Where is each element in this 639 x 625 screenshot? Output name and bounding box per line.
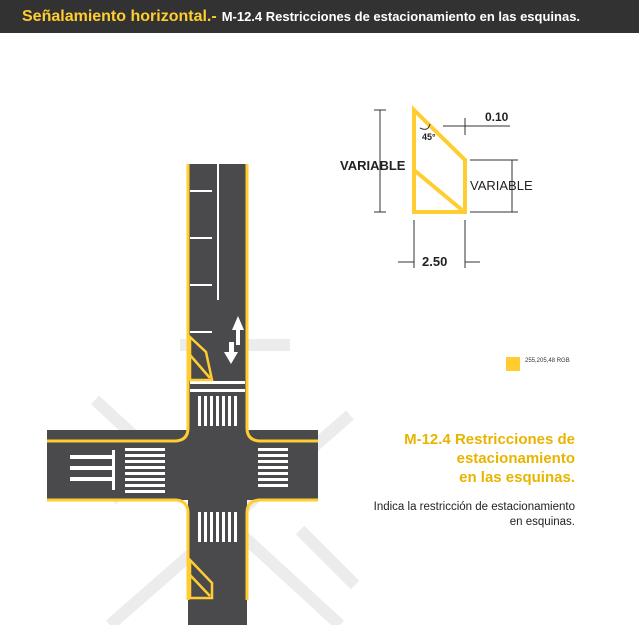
dim-top-right-label: 0.10 (485, 110, 509, 124)
title-line: estacionamiento (456, 450, 575, 467)
angle-label: 45° (422, 132, 436, 142)
color-swatch-label: 255,205,48 RGB (525, 358, 570, 364)
section-title (404, 430, 575, 487)
stop-line-2 (190, 389, 245, 392)
stop-line (190, 381, 245, 384)
description (374, 500, 575, 530)
curb-lines (47, 164, 318, 600)
dim-bottom-label: 2.50 (422, 254, 448, 269)
color-swatch (506, 357, 520, 371)
description-line: en esquinas. (509, 516, 575, 528)
header-accent-title: Señalamiento horizontal.- (22, 7, 217, 25)
title-line: M-12.4 Restricciones de (404, 431, 575, 448)
title-line: en las esquinas. (459, 469, 575, 486)
marking-detail-diagram (340, 110, 533, 269)
dim-right-label: VARIABLE (470, 178, 533, 193)
header-subtitle: M-12.4 Restricciones de estacionamiento en las esquinas. (221, 9, 581, 24)
description-line: Indica la restricción de estacionamiento (373, 501, 575, 513)
dim-left-label: VARIABLE (340, 158, 406, 173)
